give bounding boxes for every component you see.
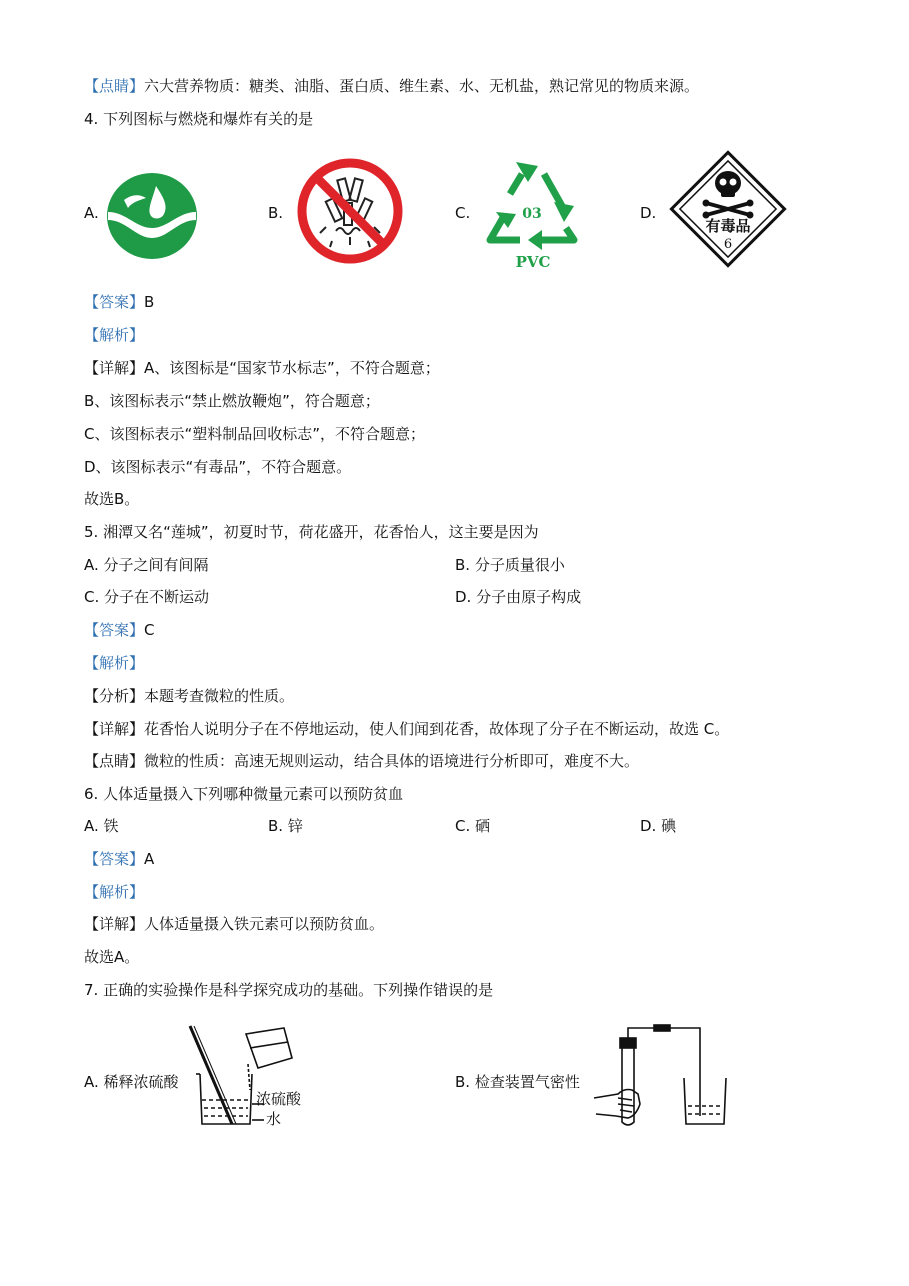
q5-option-c: C. 分子在不断运动 [84, 588, 210, 606]
q6-option-a: A. 铁 [84, 817, 119, 835]
detail-text: 花香怡人说明分子在不停地运动，使人们闻到花香，故体现了分子在不断运动，故选 C。 [144, 720, 730, 738]
figure-label-water: 水 [266, 1110, 282, 1128]
q5-option-d: D. 分子由原子构成 [455, 588, 582, 606]
q5-answer [84, 620, 155, 640]
answer-tag: 【答案】 [84, 850, 145, 868]
detail-text: 人体适量摄入铁元素可以预防贫血。 [144, 915, 385, 933]
q6-conclusion: 故选A。 [84, 948, 140, 966]
q4-detail-a [84, 358, 440, 378]
figure-label-acid: 浓硫酸 [256, 1090, 302, 1108]
q5-option-a: A. 分子之间有间隔 [84, 556, 209, 574]
q6-option-d: D. 碘 [640, 817, 677, 835]
q5-stem: 5. 湘潭又名“莲城”，初夏时节，荷花盛开，花香怡人，这主要是因为 [84, 523, 539, 541]
q4-option-b-label: B. [268, 204, 284, 222]
answer-tag: 【答案】 [84, 293, 145, 311]
point-tag: 【点睛】 [84, 77, 145, 95]
answer-value: C [144, 621, 155, 639]
q6-option-b: B. 锌 [268, 817, 303, 835]
point-text: 六大营养物质：糖类、油脂、蛋白质、维生素、水、无机盐，熟记常见的物质来源。 [144, 77, 700, 95]
q4-detail-b: B、该图标表示“禁止燃放鞭炮”，符合题意； [84, 392, 380, 410]
q4-detail-d: D、该图标表示“有毒品”，不符合题意。 [84, 458, 352, 476]
q5-analysis-tag: 【解析】 [84, 654, 145, 672]
q5-detail [84, 719, 729, 739]
analysis-text: 本题考查微粒的性质。 [144, 687, 295, 705]
detail-text: A、该图标是“国家节水标志”，不符合题意； [144, 359, 440, 377]
q6-answer [84, 849, 154, 869]
q6-analysis-tag: 【解析】 [84, 883, 145, 901]
point-tag: 【点睛】 [84, 752, 145, 770]
airtightness-check-figure [588, 1020, 738, 1134]
detail-tag: 【详解】 [84, 720, 145, 738]
q4-stem: 4. 下列图标与燃烧和爆炸有关的是 [84, 110, 314, 128]
no-firecrackers-icon [296, 157, 404, 269]
q5-point [84, 751, 639, 771]
water-saving-icon [106, 172, 198, 264]
q4-conclusion: 故选B。 [84, 490, 140, 508]
q6-stem: 6. 人体适量摄入下列哪种微量元素可以预防贫血 [84, 785, 404, 803]
analysis-tag: 【分析】 [84, 687, 145, 705]
answer-value: B [144, 293, 155, 311]
dilute-acid-figure [180, 1020, 320, 1134]
q4-option-a-label: A. [84, 204, 99, 222]
q4-analysis-tag: 【解析】 [84, 326, 145, 344]
recycling-material: PVC [515, 253, 551, 271]
q5-option-b: B. 分子质量很小 [455, 556, 565, 574]
point-text: 微粒的性质：高速无规则运动，结合具体的语境进行分析即可，难度不大。 [144, 752, 640, 770]
q6-option-c: C. 硒 [455, 817, 491, 835]
q4-detail-c: C、该图标表示“塑料制品回收标志”，不符合题意； [84, 425, 426, 443]
detail-tag: 【详解】 [84, 359, 145, 377]
point-paragraph [84, 76, 699, 96]
toxic-label: 有毒品 [705, 217, 751, 235]
recycling-code: 03 [522, 206, 542, 222]
answer-value: A [144, 850, 155, 868]
answer-tag: 【答案】 [84, 621, 145, 639]
toxic-hazard-icon [666, 147, 790, 275]
q4-option-c-label: C. [455, 204, 471, 222]
toxic-class: 6 [723, 237, 733, 252]
q4-answer [84, 292, 154, 312]
recycling-pvc-icon [482, 156, 584, 276]
q7-stem: 7. 正确的实验操作是科学探究成功的基础。下列操作错误的是 [84, 981, 494, 999]
q4-option-d-label: D. [640, 204, 657, 222]
q7-option-b: B. 检查装置气密性 [455, 1073, 580, 1091]
q7-option-a: A. 稀释浓硫酸 [84, 1073, 179, 1091]
q6-detail [84, 914, 384, 934]
detail-tag: 【详解】 [84, 915, 145, 933]
q5-analysis [84, 686, 294, 706]
